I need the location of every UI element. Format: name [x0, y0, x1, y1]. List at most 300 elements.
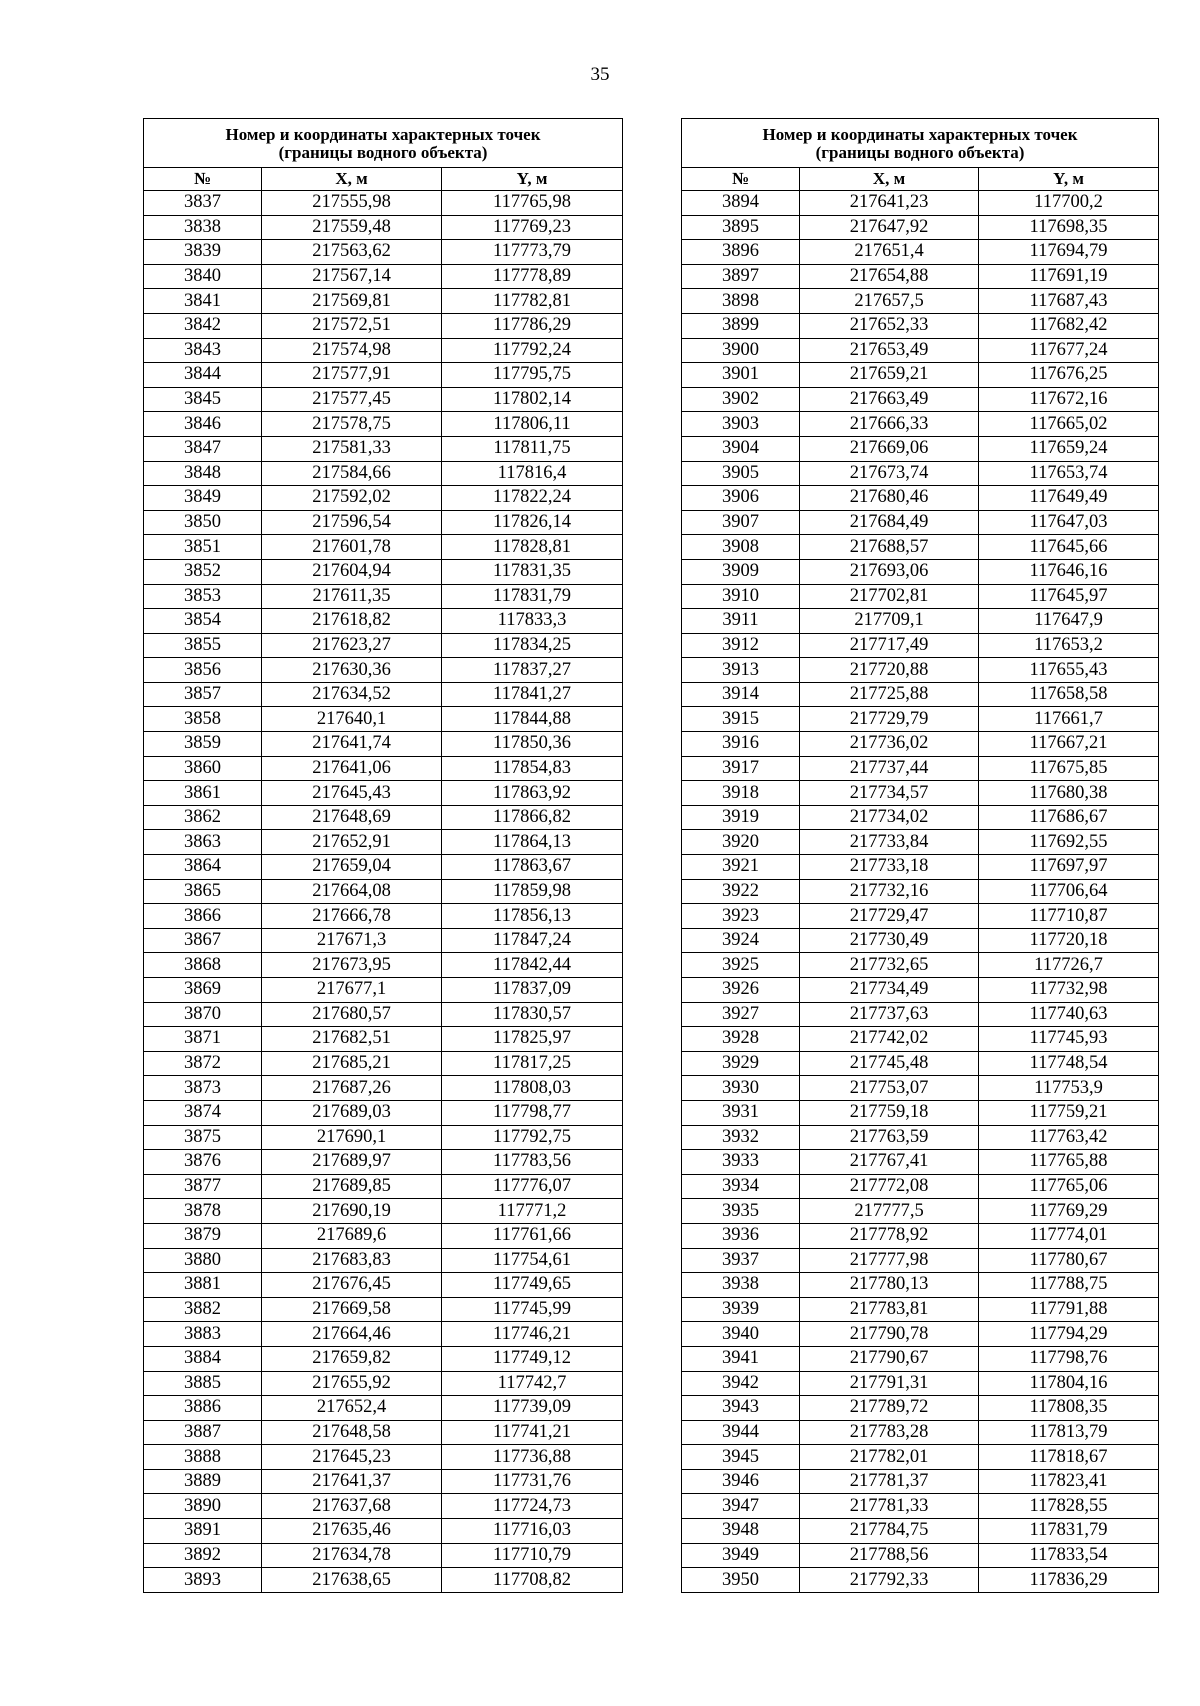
cell-point-number: 3861: [144, 781, 262, 806]
cell-y-coordinate: 117817,25: [442, 1051, 623, 1076]
cell-y-coordinate: 117731,76: [442, 1469, 623, 1494]
column-header-y: Y, м: [442, 168, 623, 191]
cell-y-coordinate: 117649,49: [979, 486, 1159, 511]
cell-x-coordinate: 217777,5: [800, 1199, 979, 1224]
cell-x-coordinate: 217676,45: [262, 1273, 442, 1298]
cell-point-number: 3928: [682, 1027, 800, 1052]
table-row: [682, 953, 1159, 978]
cell-y-coordinate: 117822,24: [442, 486, 623, 511]
cell-y-coordinate: 117710,79: [442, 1543, 623, 1568]
cell-point-number: 3924: [682, 928, 800, 953]
table-row: [682, 904, 1159, 929]
cell-x-coordinate: 217784,75: [800, 1519, 979, 1544]
table-row: [682, 559, 1159, 584]
cell-x-coordinate: 217634,78: [262, 1543, 442, 1568]
cell-y-coordinate: 117661,7: [979, 707, 1159, 732]
cell-x-coordinate: 217734,02: [800, 805, 979, 830]
cell-y-coordinate: 117687,43: [979, 289, 1159, 314]
cell-point-number: 3907: [682, 510, 800, 535]
cell-y-coordinate: 117828,55: [979, 1494, 1159, 1519]
cell-point-number: 3852: [144, 559, 262, 584]
table-row: [144, 264, 623, 289]
cell-point-number: 3890: [144, 1494, 262, 1519]
table-row: [144, 1002, 623, 1027]
cell-point-number: 3871: [144, 1027, 262, 1052]
cell-point-number: 3873: [144, 1076, 262, 1101]
cell-y-coordinate: 117792,75: [442, 1125, 623, 1150]
cell-x-coordinate: 217783,81: [800, 1297, 979, 1322]
table-row: [144, 559, 623, 584]
cell-x-coordinate: 217669,58: [262, 1297, 442, 1322]
cell-point-number: 3882: [144, 1297, 262, 1322]
cell-y-coordinate: 117802,14: [442, 387, 623, 412]
cell-x-coordinate: 217645,23: [262, 1445, 442, 1470]
table-row: [682, 338, 1159, 363]
cell-point-number: 3889: [144, 1469, 262, 1494]
cell-point-number: 3899: [682, 313, 800, 338]
cell-x-coordinate: 217659,04: [262, 855, 442, 880]
cell-y-coordinate: 117854,83: [442, 756, 623, 781]
table-title-line2: (границы водного объекта): [278, 143, 488, 162]
cell-y-coordinate: 117739,09: [442, 1396, 623, 1421]
cell-x-coordinate: 217669,06: [800, 436, 979, 461]
table-row: [144, 1469, 623, 1494]
cell-x-coordinate: 217689,6: [262, 1223, 442, 1248]
cell-x-coordinate: 217782,01: [800, 1445, 979, 1470]
cell-y-coordinate: 117686,67: [979, 805, 1159, 830]
cell-point-number: 3859: [144, 732, 262, 757]
cell-point-number: 3913: [682, 658, 800, 683]
cell-y-coordinate: 117798,76: [979, 1346, 1159, 1371]
cell-y-coordinate: 117833,3: [442, 609, 623, 634]
cell-y-coordinate: 117736,88: [442, 1445, 623, 1470]
cell-x-coordinate: 217655,92: [262, 1371, 442, 1396]
cell-y-coordinate: 117665,02: [979, 412, 1159, 437]
column-header-x: X, м: [262, 168, 442, 191]
cell-y-coordinate: 117769,29: [979, 1199, 1159, 1224]
table-row: [144, 1568, 623, 1593]
cell-y-coordinate: 117746,21: [442, 1322, 623, 1347]
cell-y-coordinate: 117859,98: [442, 879, 623, 904]
cell-x-coordinate: 217733,84: [800, 830, 979, 855]
cell-y-coordinate: 117646,16: [979, 559, 1159, 584]
table-row: [682, 436, 1159, 461]
table-row: [682, 1002, 1159, 1027]
table-row: [682, 609, 1159, 634]
cell-y-coordinate: 117754,61: [442, 1248, 623, 1273]
cell-x-coordinate: 217645,43: [262, 781, 442, 806]
cell-point-number: 3864: [144, 855, 262, 880]
table-row: [682, 1494, 1159, 1519]
cell-x-coordinate: 217690,1: [262, 1125, 442, 1150]
cell-x-coordinate: 217680,46: [800, 486, 979, 511]
cell-x-coordinate: 217689,97: [262, 1150, 442, 1175]
table-row: [682, 412, 1159, 437]
cell-y-coordinate: 117808,03: [442, 1076, 623, 1101]
cell-x-coordinate: 217781,33: [800, 1494, 979, 1519]
table-row: [144, 781, 623, 806]
cell-x-coordinate: 217737,44: [800, 756, 979, 781]
table-row: [144, 1051, 623, 1076]
cell-y-coordinate: 117806,11: [442, 412, 623, 437]
cell-y-coordinate: 117831,79: [979, 1519, 1159, 1544]
cell-x-coordinate: 217659,82: [262, 1346, 442, 1371]
cell-x-coordinate: 217659,21: [800, 363, 979, 388]
cell-y-coordinate: 117773,79: [442, 240, 623, 265]
table-row: [682, 805, 1159, 830]
cell-x-coordinate: 217689,03: [262, 1100, 442, 1125]
cell-point-number: 3849: [144, 486, 262, 511]
cell-x-coordinate: 217611,35: [262, 584, 442, 609]
cell-y-coordinate: 117753,9: [979, 1076, 1159, 1101]
table-row: [682, 855, 1159, 880]
cell-point-number: 3943: [682, 1396, 800, 1421]
cell-y-coordinate: 117836,29: [979, 1568, 1159, 1593]
cell-point-number: 3931: [682, 1100, 800, 1125]
cell-x-coordinate: 217578,75: [262, 412, 442, 437]
cell-point-number: 3840: [144, 264, 262, 289]
cell-y-coordinate: 117833,54: [979, 1543, 1159, 1568]
cell-x-coordinate: 217725,88: [800, 682, 979, 707]
cell-x-coordinate: 217792,33: [800, 1568, 979, 1593]
table-title-line1: Номер и координаты характерных точек: [225, 125, 541, 144]
cell-point-number: 3885: [144, 1371, 262, 1396]
cell-y-coordinate: 117776,07: [442, 1174, 623, 1199]
cell-x-coordinate: 217601,78: [262, 535, 442, 560]
cell-y-coordinate: 117780,67: [979, 1248, 1159, 1273]
table-row: [144, 879, 623, 904]
cell-point-number: 3910: [682, 584, 800, 609]
cell-x-coordinate: 217790,78: [800, 1322, 979, 1347]
cell-y-coordinate: 117741,21: [442, 1420, 623, 1445]
table-row: [144, 535, 623, 560]
cell-x-coordinate: 217663,49: [800, 387, 979, 412]
cell-x-coordinate: 217641,06: [262, 756, 442, 781]
cell-y-coordinate: 117828,81: [442, 535, 623, 560]
table-row: [682, 1445, 1159, 1470]
cell-y-coordinate: 117837,09: [442, 978, 623, 1003]
cell-point-number: 3945: [682, 1445, 800, 1470]
cell-y-coordinate: 117837,27: [442, 658, 623, 683]
table-row: [144, 1223, 623, 1248]
cell-y-coordinate: 117804,16: [979, 1371, 1159, 1396]
cell-x-coordinate: 217574,98: [262, 338, 442, 363]
table-row: [144, 1199, 623, 1224]
cell-point-number: 3894: [682, 191, 800, 216]
cell-point-number: 3848: [144, 461, 262, 486]
cell-x-coordinate: 217767,41: [800, 1150, 979, 1175]
table-row: [144, 363, 623, 388]
cell-y-coordinate: 117675,85: [979, 756, 1159, 781]
cell-y-coordinate: 117706,64: [979, 879, 1159, 904]
cell-point-number: 3892: [144, 1543, 262, 1568]
cell-y-coordinate: 117682,42: [979, 313, 1159, 338]
table-row: [682, 732, 1159, 757]
cell-point-number: 3921: [682, 855, 800, 880]
cell-x-coordinate: 217563,62: [262, 240, 442, 265]
cell-y-coordinate: 117844,88: [442, 707, 623, 732]
cell-point-number: 3870: [144, 1002, 262, 1027]
table-row: [682, 1297, 1159, 1322]
cell-point-number: 3881: [144, 1273, 262, 1298]
cell-point-number: 3842: [144, 313, 262, 338]
cell-y-coordinate: 117786,29: [442, 313, 623, 338]
table-row: [144, 830, 623, 855]
cell-point-number: 3878: [144, 1199, 262, 1224]
cell-point-number: 3898: [682, 289, 800, 314]
table-row: [144, 1248, 623, 1273]
cell-point-number: 3867: [144, 928, 262, 953]
table-row: [144, 289, 623, 314]
table-row: [144, 633, 623, 658]
cell-point-number: 3843: [144, 338, 262, 363]
cell-point-number: 3844: [144, 363, 262, 388]
cell-x-coordinate: 217780,13: [800, 1273, 979, 1298]
table-row: [144, 1519, 623, 1544]
table-row: [682, 584, 1159, 609]
cell-x-coordinate: 217734,49: [800, 978, 979, 1003]
table-row: [682, 1248, 1159, 1273]
cell-y-coordinate: 117732,98: [979, 978, 1159, 1003]
cell-x-coordinate: 217688,57: [800, 535, 979, 560]
cell-point-number: 3944: [682, 1420, 800, 1445]
cell-point-number: 3916: [682, 732, 800, 757]
cell-x-coordinate: 217592,02: [262, 486, 442, 511]
table-row: [144, 461, 623, 486]
cell-point-number: 3937: [682, 1248, 800, 1273]
cell-y-coordinate: 117798,77: [442, 1100, 623, 1125]
cell-x-coordinate: 217788,56: [800, 1543, 979, 1568]
cell-y-coordinate: 117783,56: [442, 1150, 623, 1175]
cell-y-coordinate: 117864,13: [442, 830, 623, 855]
cell-y-coordinate: 117742,7: [442, 1371, 623, 1396]
cell-x-coordinate: 217733,18: [800, 855, 979, 880]
table-row: [144, 215, 623, 240]
cell-point-number: 3837: [144, 191, 262, 216]
table-row: [682, 1027, 1159, 1052]
cell-y-coordinate: 117700,2: [979, 191, 1159, 216]
cell-point-number: 3923: [682, 904, 800, 929]
cell-x-coordinate: 217790,67: [800, 1346, 979, 1371]
cell-y-coordinate: 117667,21: [979, 732, 1159, 757]
column-header-number: №: [144, 168, 262, 191]
table-row: [144, 732, 623, 757]
cell-x-coordinate: 217634,52: [262, 682, 442, 707]
cell-x-coordinate: 217666,33: [800, 412, 979, 437]
column-header-x: X, м: [800, 168, 979, 191]
cell-x-coordinate: 217572,51: [262, 313, 442, 338]
cell-point-number: 3908: [682, 535, 800, 560]
cell-point-number: 3903: [682, 412, 800, 437]
cell-y-coordinate: 117841,27: [442, 682, 623, 707]
cell-point-number: 3879: [144, 1223, 262, 1248]
table-row: [144, 1445, 623, 1470]
cell-x-coordinate: 217737,63: [800, 1002, 979, 1027]
table-row: [682, 707, 1159, 732]
cell-y-coordinate: 117866,82: [442, 805, 623, 830]
cell-point-number: 3902: [682, 387, 800, 412]
cell-y-coordinate: 117716,03: [442, 1519, 623, 1544]
cell-x-coordinate: 217555,98: [262, 191, 442, 216]
cell-x-coordinate: 217789,72: [800, 1396, 979, 1421]
cell-y-coordinate: 117749,65: [442, 1273, 623, 1298]
cell-y-coordinate: 117645,66: [979, 535, 1159, 560]
cell-point-number: 3847: [144, 436, 262, 461]
cell-x-coordinate: 217730,49: [800, 928, 979, 953]
cell-point-number: 3845: [144, 387, 262, 412]
table-row: [144, 1174, 623, 1199]
table-row: [682, 830, 1159, 855]
cell-point-number: 3942: [682, 1371, 800, 1396]
cell-point-number: 3880: [144, 1248, 262, 1273]
table-row: [144, 904, 623, 929]
table-row: [682, 1396, 1159, 1421]
table-row: [144, 240, 623, 265]
cell-x-coordinate: 217680,57: [262, 1002, 442, 1027]
cell-point-number: 3869: [144, 978, 262, 1003]
cell-y-coordinate: 117759,21: [979, 1100, 1159, 1125]
table-row: [144, 486, 623, 511]
cell-y-coordinate: 117745,93: [979, 1027, 1159, 1052]
cell-point-number: 3912: [682, 633, 800, 658]
cell-point-number: 3838: [144, 215, 262, 240]
cell-point-number: 3887: [144, 1420, 262, 1445]
cell-point-number: 3886: [144, 1396, 262, 1421]
cell-x-coordinate: 217630,36: [262, 658, 442, 683]
cell-point-number: 3900: [682, 338, 800, 363]
cell-x-coordinate: 217763,59: [800, 1125, 979, 1150]
table-row: [682, 1076, 1159, 1101]
cell-x-coordinate: 217581,33: [262, 436, 442, 461]
table-row: [144, 313, 623, 338]
cell-point-number: 3925: [682, 953, 800, 978]
cell-x-coordinate: 217618,82: [262, 609, 442, 634]
cell-x-coordinate: 217652,91: [262, 830, 442, 855]
cell-x-coordinate: 217690,19: [262, 1199, 442, 1224]
coordinates-table-left: [143, 118, 623, 1593]
cell-point-number: 3940: [682, 1322, 800, 1347]
table-row: [682, 978, 1159, 1003]
cell-y-coordinate: 117659,24: [979, 436, 1159, 461]
cell-x-coordinate: 217657,5: [800, 289, 979, 314]
table-row: [144, 1396, 623, 1421]
cell-point-number: 3905: [682, 461, 800, 486]
cell-point-number: 3862: [144, 805, 262, 830]
table-title-line2: (границы водного объекта): [815, 143, 1025, 162]
cell-x-coordinate: 217666,78: [262, 904, 442, 929]
cell-x-coordinate: 217729,79: [800, 707, 979, 732]
cell-x-coordinate: 217673,95: [262, 953, 442, 978]
cell-x-coordinate: 217577,91: [262, 363, 442, 388]
cell-point-number: 3884: [144, 1346, 262, 1371]
cell-y-coordinate: 117694,79: [979, 240, 1159, 265]
cell-y-coordinate: 117826,14: [442, 510, 623, 535]
cell-point-number: 3911: [682, 609, 800, 634]
cell-x-coordinate: 217777,98: [800, 1248, 979, 1273]
cell-y-coordinate: 117823,41: [979, 1469, 1159, 1494]
table-row: [682, 1125, 1159, 1150]
cell-y-coordinate: 117710,87: [979, 904, 1159, 929]
cell-point-number: 3922: [682, 879, 800, 904]
cell-x-coordinate: 217684,49: [800, 510, 979, 535]
cell-point-number: 3877: [144, 1174, 262, 1199]
table-row: [144, 1322, 623, 1347]
table-row: [144, 1420, 623, 1445]
cell-point-number: 3901: [682, 363, 800, 388]
table-row: [682, 486, 1159, 511]
table-row: [682, 1519, 1159, 1544]
table-row: [682, 928, 1159, 953]
cell-y-coordinate: 117794,29: [979, 1322, 1159, 1347]
cell-x-coordinate: 217778,92: [800, 1223, 979, 1248]
cell-point-number: 3891: [144, 1519, 262, 1544]
cell-y-coordinate: 117677,24: [979, 338, 1159, 363]
cell-point-number: 3935: [682, 1199, 800, 1224]
cell-y-coordinate: 117863,67: [442, 855, 623, 880]
table-row: [144, 584, 623, 609]
cell-y-coordinate: 117778,89: [442, 264, 623, 289]
cell-y-coordinate: 117726,7: [979, 953, 1159, 978]
cell-x-coordinate: 217783,28: [800, 1420, 979, 1445]
cell-x-coordinate: 217673,74: [800, 461, 979, 486]
table-row: [682, 510, 1159, 535]
cell-y-coordinate: 117763,42: [979, 1125, 1159, 1150]
cell-x-coordinate: 217720,88: [800, 658, 979, 683]
cell-y-coordinate: 117774,01: [979, 1223, 1159, 1248]
cell-y-coordinate: 117808,35: [979, 1396, 1159, 1421]
cell-point-number: 3855: [144, 633, 262, 658]
cell-point-number: 3856: [144, 658, 262, 683]
cell-y-coordinate: 117697,97: [979, 855, 1159, 880]
cell-y-coordinate: 117834,25: [442, 633, 623, 658]
table-row: [682, 1051, 1159, 1076]
cell-point-number: 3868: [144, 953, 262, 978]
cell-x-coordinate: 217732,16: [800, 879, 979, 904]
cell-point-number: 3857: [144, 682, 262, 707]
cell-point-number: 3866: [144, 904, 262, 929]
table-row: [682, 1100, 1159, 1125]
cell-point-number: 3934: [682, 1174, 800, 1199]
cell-point-number: 3863: [144, 830, 262, 855]
cell-x-coordinate: 217641,23: [800, 191, 979, 216]
cell-x-coordinate: 217654,88: [800, 264, 979, 289]
table-row: [144, 436, 623, 461]
cell-x-coordinate: 217651,4: [800, 240, 979, 265]
cell-x-coordinate: 217702,81: [800, 584, 979, 609]
cell-x-coordinate: 217647,92: [800, 215, 979, 240]
cell-y-coordinate: 117782,81: [442, 289, 623, 314]
cell-point-number: 3917: [682, 756, 800, 781]
cell-x-coordinate: 217648,69: [262, 805, 442, 830]
table-row: [682, 289, 1159, 314]
column-header-y: Y, м: [979, 168, 1159, 191]
cell-point-number: 3926: [682, 978, 800, 1003]
cell-x-coordinate: 217559,48: [262, 215, 442, 240]
table-row: [144, 1543, 623, 1568]
cell-y-coordinate: 117645,97: [979, 584, 1159, 609]
table-row: [682, 879, 1159, 904]
cell-point-number: 3904: [682, 436, 800, 461]
cell-y-coordinate: 117830,57: [442, 1002, 623, 1027]
cell-point-number: 3919: [682, 805, 800, 830]
cell-x-coordinate: 217709,1: [800, 609, 979, 634]
cell-x-coordinate: 217677,1: [262, 978, 442, 1003]
cell-x-coordinate: 217584,66: [262, 461, 442, 486]
cell-y-coordinate: 117842,44: [442, 953, 623, 978]
table-row: [144, 1346, 623, 1371]
table-row: [682, 658, 1159, 683]
cell-y-coordinate: 117748,54: [979, 1051, 1159, 1076]
